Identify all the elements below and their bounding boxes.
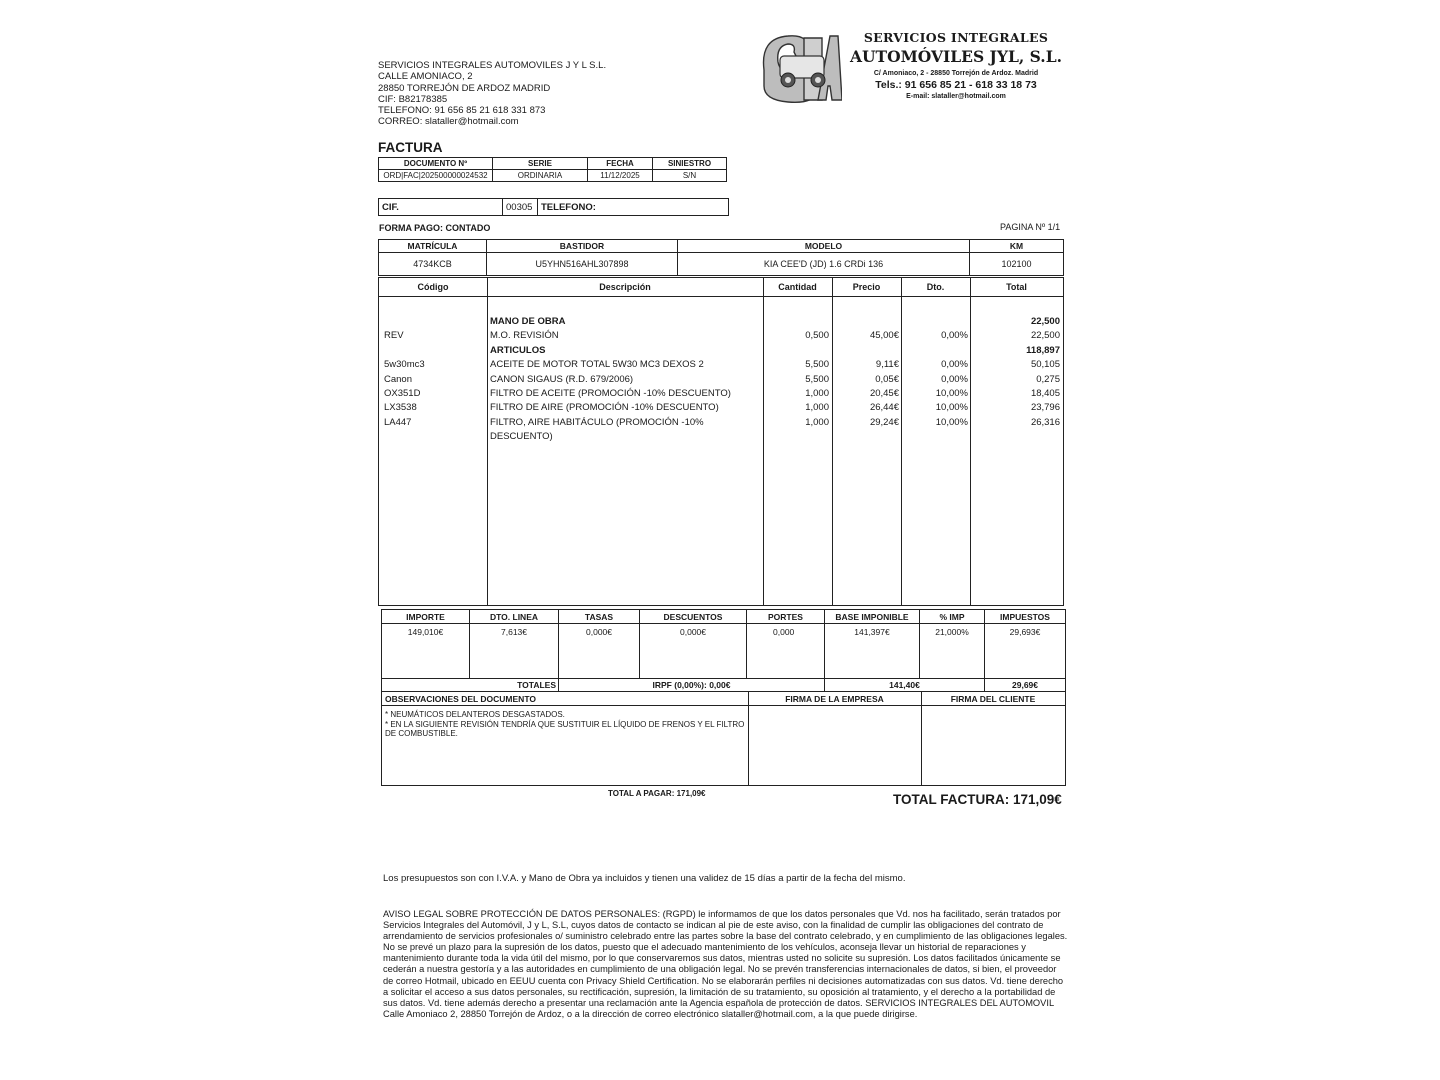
item-description: MANO DE OBRA bbox=[490, 316, 566, 327]
legal-notice: AVISO LEGAL SOBRE PROTECCIÓN DE DATOS PERSONALES: (RGPD) le informamos de que los datos personales que Vd. nos ha facilitado, serán tratados por Servicios Integrales del Automóvil, J y L, S.L, cuyos datos de contacto se indican al pie de este aviso, con la finalidad de cumplir las obligaciones del contrato de arrendamiento de servicios profesionales o/ suministro celebrado entre las partes sobre la base del contrato celebrado, y en cumplimiento de las obligaciones legales. No se prevé un plazo para la supresión de los datos, puesto que el adecuado mantenimiento de los vehículos, aconseja llevar un historial de reparaciones y mantenimiento durante toda la vida útil del mismo, por lo que conservaremos sus datos, mientras usted no solicite su supresión. Los datos facilitados únicamente se cederán a nuestra gestoría y a las autoridades en cumplimiento de una obligación legal. No se prevén transferencias internacionales de datos, si bien, el proveedor de correo Hotmail, ubicado en EEUU cuenta con Privacy Shield Certification. No se elaborarán perfiles ni decisiones automatizadas con sus datos. Vd. tiene derecho a solicitar el acceso a sus datos personales, su rectificación, supresión, la limitación de su tratamiento, su oposición al tratamiento, y el derecho a la portabilidad de sus datos. Vd. tiene además derecho a presentar una reclamación ante la Agencia española de protección de datos. SERVICIOS INTEGRALES DEL AUTOMOVIL Calle Amoniaco 2, 28850 Torrejón de Ardoz, o a la dirección de correo electrónico slataller@hotmail.com, a la que puede dirigirse. bbox=[383, 909, 1068, 1019]
summary-base: 141,397€ bbox=[825, 624, 920, 679]
firma-empresa-label: FIRMA DE LA EMPRESA bbox=[748, 692, 921, 706]
item-discount: 10,00% bbox=[935, 402, 968, 414]
summary-header-pct-imp: % IMP bbox=[920, 610, 985, 624]
item-total: 118,897 bbox=[1026, 344, 1060, 356]
impuestos-total: 29,69€ bbox=[985, 679, 1066, 692]
total-factura: TOTAL FACTURA: 171,09€ bbox=[893, 792, 1062, 807]
table-row bbox=[379, 401, 1063, 415]
item-description: CANON SIGAUS (R.D. 679/2006) bbox=[490, 373, 634, 385]
items-table bbox=[378, 277, 1064, 606]
item-price: 26,44€ bbox=[869, 402, 899, 414]
company-city: 28850 TORREJÓN DE ARDOZ MADRID bbox=[378, 82, 551, 94]
logo-email: E-mail: slataller@hotmail.com bbox=[906, 93, 1006, 100]
table-row bbox=[379, 387, 1063, 401]
vehicle-table bbox=[378, 239, 1064, 276]
totales-label: TOTALES bbox=[382, 679, 559, 692]
table-row bbox=[379, 315, 1063, 329]
item-total: 50,105 bbox=[1030, 359, 1060, 371]
item-discount: 10,00% bbox=[935, 416, 968, 428]
vehicle-km: 102100 bbox=[970, 253, 1064, 276]
summary-tasas: 0,000€ bbox=[559, 624, 640, 679]
logo-phones: Tels.: 91 656 85 21 - 618 33 18 73 bbox=[875, 79, 1037, 91]
presupuestos-note: Los presupuestos son con I.V.A. y Mano de Obra ya incluidos y tienen una validez de 15 días a partir de la fecha del mismo. bbox=[383, 873, 906, 884]
observations-box bbox=[381, 691, 1066, 786]
item-code: Canon bbox=[384, 373, 412, 385]
item-price: 45,00€ bbox=[869, 330, 899, 342]
item-total: 23,796 bbox=[1030, 402, 1060, 414]
summary-header-portes: PORTES bbox=[747, 610, 825, 624]
item-quantity: 1,000 bbox=[805, 416, 829, 428]
item-discount: 10,00% bbox=[935, 388, 968, 399]
item-quantity: 0,500 bbox=[805, 330, 829, 342]
irpf-total: IRPF (0,00%): 0,00€ bbox=[559, 679, 825, 692]
item-code: 5w30mc3 bbox=[384, 359, 425, 371]
item-total: 22,500 bbox=[1030, 316, 1060, 327]
table-row bbox=[379, 373, 1063, 387]
vehicle-header-matricula: MATRÍCULA bbox=[379, 240, 487, 253]
vehicle-header-bastidor: BASTIDOR bbox=[487, 240, 678, 253]
item-description: ARTICULOS bbox=[490, 344, 546, 356]
firma-cliente-label: FIRMA DEL CLIENTE bbox=[921, 692, 1065, 706]
item-code: OX351D bbox=[384, 388, 421, 399]
logo-text bbox=[846, 30, 1066, 100]
summary-header-base: BASE IMPONIBLE bbox=[825, 610, 920, 624]
vehicle-header-km: KM bbox=[970, 240, 1064, 253]
payment-method: FORMA PAGO: CONTADO bbox=[379, 223, 491, 233]
item-quantity: 1,000 bbox=[805, 402, 829, 414]
observation-note-1: * NEUMÁTICOS DELANTEROS DESGASTADOS. bbox=[385, 710, 565, 719]
document-info-table bbox=[378, 157, 727, 182]
items-header-cantidad: Cantidad bbox=[763, 278, 832, 297]
table-row bbox=[379, 344, 1063, 358]
summary-header-dto-linea: DTO. LINEA bbox=[470, 610, 559, 624]
summary-impuestos: 29,693€ bbox=[985, 624, 1066, 679]
logo-line-2: AUTOMÓVILES JYL, S.L. bbox=[850, 47, 1062, 66]
summary-header-tasas: TASAS bbox=[559, 610, 640, 624]
client-cif-label: CIF. bbox=[379, 199, 503, 216]
page-number: PAGINA Nº 1/1 bbox=[1000, 222, 1061, 232]
company-name: SERVICIOS INTEGRALES AUTOMOVILES J Y L S.L. bbox=[378, 60, 607, 71]
item-price: 20,45€ bbox=[869, 388, 899, 399]
summary-dto-linea: 7,613€ bbox=[470, 624, 559, 679]
summary-header-importe: IMPORTE bbox=[382, 610, 470, 624]
company-phone: TELEFONO: 91 656 85 21 618 331 873 bbox=[378, 105, 546, 117]
doc-header-serie: SERIE bbox=[493, 158, 588, 170]
item-total: 18,405 bbox=[1030, 388, 1060, 399]
item-description: FILTRO DE ACEITE (PROMOCIÓN -10% DESCUENTO) bbox=[490, 388, 731, 399]
doc-siniestro: S/N bbox=[653, 170, 727, 182]
summary-portes: 0,000 bbox=[747, 624, 825, 679]
doc-header-number: DOCUMENTO Nº bbox=[379, 158, 493, 170]
document-title: FACTURA bbox=[378, 140, 443, 155]
items-header-precio: Precio bbox=[832, 278, 901, 297]
logo-address: C/ Amoniaco, 2 - 28850 Torrejón de Ardoz. Madrid bbox=[873, 70, 1039, 77]
item-price: 9,11€ bbox=[875, 359, 899, 371]
item-code: LA447 bbox=[384, 416, 412, 428]
total-a-pagar: TOTAL A PAGAR: 171,09€ bbox=[608, 789, 706, 798]
item-code: REV bbox=[384, 330, 404, 342]
column-divider bbox=[748, 692, 749, 785]
summary-table bbox=[381, 609, 1066, 692]
doc-serie: ORDINARIA bbox=[493, 170, 588, 182]
table-row bbox=[379, 416, 1063, 430]
summary-importe: 149,010€ bbox=[382, 624, 470, 679]
table-row bbox=[379, 329, 1063, 343]
item-description: FILTRO DE AIRE (PROMOCIÓN -10% DESCUENTO) bbox=[490, 402, 719, 414]
vehicle-modelo: KIA CEE'D (JD) 1.6 CRDi 136 bbox=[678, 253, 970, 276]
items-header-codigo: Código bbox=[379, 278, 487, 297]
item-total: 22,500 bbox=[1030, 330, 1060, 342]
summary-descuentos: 0,000€ bbox=[640, 624, 747, 679]
company-cif: CIF: B82178385 bbox=[378, 93, 448, 105]
item-code: LX3538 bbox=[384, 402, 417, 414]
items-header-total: Total bbox=[970, 278, 1063, 297]
observation-note-2: * EN LA SIGUIENTE REVISIÓN TENDRÍA QUE SUSTITUIR EL LÍQUIDO DE FRENOS Y EL FILTRO DE COMBUSTIBLE. bbox=[385, 719, 745, 738]
doc-fecha: 11/12/2025 bbox=[588, 170, 653, 182]
summary-header-descuentos: DESCUENTOS bbox=[640, 610, 747, 624]
table-row bbox=[379, 430, 1063, 444]
summary-pct-imp: 21,000% bbox=[920, 624, 985, 679]
company-email: CORREO: slataller@hotmail.com bbox=[378, 116, 519, 128]
column-divider bbox=[921, 692, 922, 785]
client-code: 00305 bbox=[503, 199, 538, 216]
vehicle-bastidor: U5YHN516AHL307898 bbox=[487, 253, 678, 276]
item-price: 29,24€ bbox=[869, 416, 899, 428]
item-price: 0,05€ bbox=[875, 373, 899, 385]
vehicle-header-modelo: MODELO bbox=[678, 240, 970, 253]
doc-number: ORD|FAC|202500000024532 bbox=[379, 170, 493, 182]
doc-header-fecha: FECHA bbox=[588, 158, 653, 170]
item-description: DESCUENTO) bbox=[490, 431, 553, 443]
company-logo bbox=[758, 30, 842, 104]
item-discount: 0,00% bbox=[941, 373, 968, 385]
logo-line-1: SERVICIOS INTEGRALES bbox=[863, 30, 1049, 45]
observations-notes bbox=[385, 710, 745, 739]
item-total: 26,316 bbox=[1030, 416, 1060, 428]
item-quantity: 5,500 bbox=[805, 373, 829, 385]
item-total: 0,275 bbox=[1036, 373, 1060, 385]
item-quantity: 5,500 bbox=[805, 359, 829, 371]
item-quantity: 1,000 bbox=[805, 388, 829, 399]
client-phone-label: TELEFONO: bbox=[538, 199, 729, 216]
company-street: CALLE AMONIACO, 2 bbox=[378, 71, 473, 83]
table-row bbox=[379, 358, 1063, 372]
client-table bbox=[378, 198, 729, 216]
item-description: FILTRO, AIRE HABITÁCULO (PROMOCIÓN -10% bbox=[490, 416, 704, 428]
item-description: M.O. REVISIÓN bbox=[490, 330, 559, 342]
summary-header-impuestos: IMPUESTOS bbox=[985, 610, 1066, 624]
vehicle-matricula: 4734KCB bbox=[379, 253, 487, 276]
company-info bbox=[378, 60, 606, 128]
item-discount: 0,00% bbox=[941, 359, 968, 371]
items-header-descripcion: Descripción bbox=[487, 278, 763, 297]
items-header-dto: Dto. bbox=[901, 278, 970, 297]
base-total: 141,40€ bbox=[825, 679, 985, 692]
item-discount: 0,00% bbox=[941, 330, 968, 342]
observations-header: OBSERVACIONES DEL DOCUMENTO bbox=[382, 692, 748, 706]
item-description: ACEITE DE MOTOR TOTAL 5W30 MC3 DEXOS 2 bbox=[490, 359, 704, 371]
doc-header-siniestro: SINIESTRO bbox=[653, 158, 727, 170]
